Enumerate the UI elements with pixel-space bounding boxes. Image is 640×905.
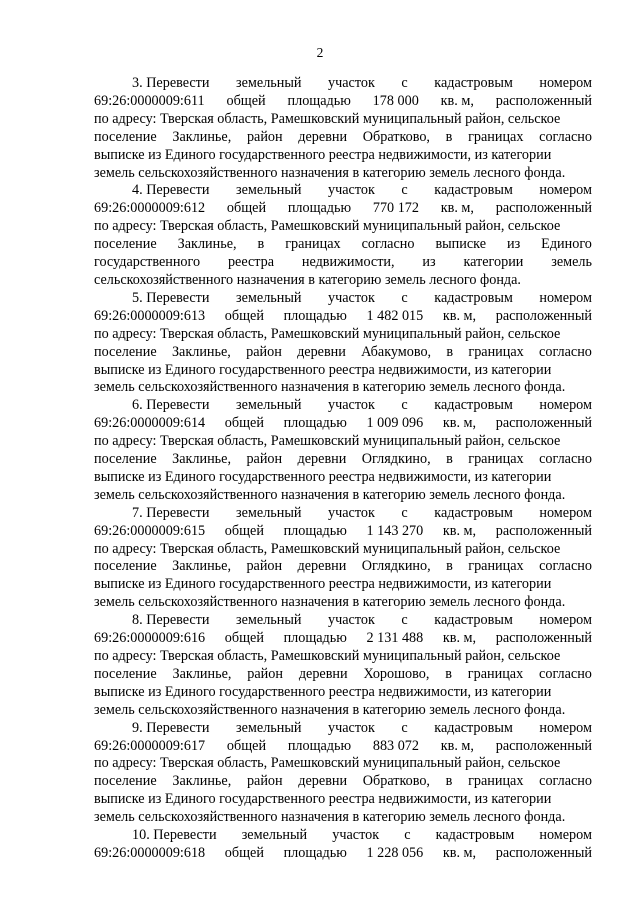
text-line <box>94 344 592 362</box>
text-segment: выписке из Единого государственного реестра недвижимости, из категории <box>94 683 552 700</box>
text-line <box>94 702 592 720</box>
text-segment: участок <box>328 612 375 629</box>
text-segment: общей <box>226 737 267 754</box>
text-segment: с <box>401 289 408 306</box>
text-segment: кадастровым <box>434 719 513 736</box>
text-segment: с <box>404 827 411 844</box>
decision-paragraph <box>94 612 592 719</box>
text-segment: общей <box>226 92 266 109</box>
text-line <box>94 684 592 702</box>
text-segment: согласно <box>539 665 592 682</box>
text-segment: кв. м, <box>442 630 477 647</box>
text-line <box>94 165 592 183</box>
text-line <box>94 809 592 827</box>
text-segment: деревни <box>298 773 348 790</box>
text-line <box>94 254 592 272</box>
text-segment: 770 172 <box>372 200 419 217</box>
text-line <box>94 505 592 523</box>
text-segment: общей <box>224 307 264 324</box>
text-segment: участок <box>328 397 375 414</box>
text-segment: земель сельскохозяйственного назначения в категорию земель лесного фонда. <box>94 379 566 396</box>
text-segment: 69:26:0000009:612 <box>94 200 206 217</box>
text-segment: в <box>257 236 265 253</box>
text-line <box>94 147 592 165</box>
text-segment: район <box>247 665 283 682</box>
text-segment: Обратково, <box>362 128 430 145</box>
text-segment: номером <box>539 827 592 844</box>
text-line <box>94 326 592 344</box>
decision-paragraph <box>94 182 592 289</box>
text-segment: земель сельскохозяйственного назначения в категорию земель лесного фонда. <box>94 594 566 611</box>
text-segment: выписке из Единого государственного реестра недвижимости, из категории <box>94 468 552 485</box>
text-segment: земель сельскохозяйственного назначения в категорию земель лесного фонда. <box>94 486 566 503</box>
text-segment: 69:26:0000009:611 <box>94 92 205 109</box>
text-segment: кв. м, <box>442 415 477 432</box>
text-segment: 883 072 <box>372 737 419 754</box>
text-line <box>94 397 592 415</box>
text-segment: участок <box>328 719 375 736</box>
text-segment: земельный <box>236 182 302 199</box>
text-segment: кадастровым <box>434 182 513 199</box>
text-segment: Хорошово, <box>363 665 430 682</box>
text-segment: площадью <box>283 844 347 861</box>
text-segment: сельскохозяйственного назначения в категорию земель лесного фонда. <box>94 271 521 288</box>
text-line <box>94 773 592 791</box>
text-segment: земель сельскохозяйственного назначения в категорию земель лесного фонда. <box>94 701 566 718</box>
text-segment: реестра <box>227 254 275 271</box>
text-segment: земельный <box>236 397 302 414</box>
text-segment: кадастровым <box>434 75 513 91</box>
text-segment: Заклинье, <box>172 773 232 790</box>
text-segment: земель сельскохозяйственного назначения в категорию земель лесного фонда. <box>94 809 566 826</box>
text-segment: выписке из Единого государственного реестра недвижимости, из категории <box>94 361 552 378</box>
text-segment: границах <box>467 665 524 682</box>
text-segment: по адресу: Тверская область, Рамешковский муниципальный район, сельское <box>94 325 561 342</box>
text-line <box>94 720 592 738</box>
decision-paragraph <box>94 397 592 504</box>
text-segment: 8. Перевести <box>132 612 210 629</box>
text-segment: площадью <box>287 92 351 109</box>
text-segment: участок <box>328 289 375 306</box>
text-segment: 7. Перевести <box>132 504 210 521</box>
text-segment: номером <box>539 182 592 199</box>
text-segment: кв. м, <box>442 522 477 539</box>
text-segment: поселение <box>94 343 157 360</box>
text-line <box>94 541 592 559</box>
text-segment: 1 482 015 <box>366 307 424 324</box>
text-segment: выписке из Единого государственного реестра недвижимости, из категории <box>94 791 552 808</box>
text-segment: земельный <box>241 827 308 844</box>
decision-paragraph <box>94 505 592 612</box>
text-segment: площадью <box>287 200 352 217</box>
text-segment: государственного <box>94 254 201 271</box>
text-segment: согласно <box>539 128 592 145</box>
text-segment: общей <box>224 415 264 432</box>
text-segment: земель <box>551 254 592 271</box>
text-segment: 1 228 056 <box>366 844 424 861</box>
text-line <box>94 827 592 845</box>
text-segment: 6. Перевести <box>132 397 210 414</box>
text-segment: недвижимости, <box>301 254 395 271</box>
text-segment: 3. Перевести <box>132 75 210 91</box>
text-segment: Единого <box>541 236 592 253</box>
text-segment: деревни <box>298 128 348 145</box>
text-segment: земельный <box>236 612 302 629</box>
text-line <box>94 433 592 451</box>
text-line <box>94 576 592 594</box>
text-segment: расположенный <box>495 737 592 754</box>
text-line <box>94 558 592 576</box>
text-segment: 69:26:0000009:617 <box>94 737 206 754</box>
text-segment: район <box>246 451 283 468</box>
text-segment: с <box>401 504 408 521</box>
text-segment: номером <box>539 719 592 736</box>
text-segment: Оглядкино, <box>361 451 431 468</box>
text-segment: поселение <box>94 665 157 682</box>
text-segment: общей <box>224 522 264 539</box>
text-segment: земельный <box>236 289 302 306</box>
text-line <box>94 111 592 129</box>
text-line <box>94 272 592 290</box>
text-segment: Оглядкино, <box>361 558 431 575</box>
text-segment: расположенный <box>495 200 592 217</box>
text-segment: Заклинье, <box>171 343 231 360</box>
text-line <box>94 308 592 326</box>
decision-paragraph <box>94 827 592 863</box>
text-line <box>94 93 592 111</box>
text-segment: 69:26:0000009:618 <box>94 844 206 861</box>
text-segment: кадастровым <box>434 612 513 629</box>
text-segment: по адресу: Тверская область, Рамешковский муниципальный район, сельское <box>94 755 561 772</box>
text-segment: Обратково, <box>362 773 430 790</box>
text-segment: кадастровым <box>435 827 515 844</box>
text-line <box>94 666 592 684</box>
text-segment: кадастровым <box>434 289 513 306</box>
text-segment: деревни <box>297 343 346 360</box>
text-line <box>94 415 592 433</box>
text-line <box>94 218 592 236</box>
text-segment: номером <box>539 289 592 306</box>
text-line <box>94 487 592 505</box>
text-segment: поселение <box>94 128 157 145</box>
text-segment: 69:26:0000009:616 <box>94 630 206 647</box>
text-line <box>94 648 592 666</box>
text-line <box>94 630 592 648</box>
text-segment: 69:26:0000009:613 <box>94 307 206 324</box>
text-segment: земельный <box>236 719 302 736</box>
text-segment: кадастровым <box>434 397 513 414</box>
text-segment: 178 000 <box>372 92 419 109</box>
text-line <box>94 738 592 756</box>
text-segment: 10. Перевести <box>132 827 217 844</box>
text-segment: с <box>401 719 408 736</box>
text-segment: по адресу: Тверская область, Рамешковский муниципальный район, сельское <box>94 540 561 557</box>
text-segment: номером <box>539 504 592 521</box>
text-segment: границах <box>468 451 524 468</box>
text-segment: площадью <box>287 737 352 754</box>
text-line <box>94 523 592 541</box>
text-line <box>94 236 592 254</box>
text-segment: границах <box>468 343 524 360</box>
text-segment: 1 009 096 <box>366 415 424 432</box>
text-segment: по адресу: Тверская область, Рамешковский муниципальный район, сельское <box>94 648 561 664</box>
text-segment: по адресу: Тверская область, Рамешковский муниципальный район, сельское <box>94 218 561 235</box>
text-segment: расположенный <box>495 415 592 432</box>
text-segment: участок <box>332 827 380 844</box>
text-segment: расположенный <box>495 307 592 324</box>
text-segment: согласно <box>539 773 592 790</box>
text-segment: согласно <box>539 451 592 468</box>
text-segment: земель сельскохозяйственного назначения в категорию земель лесного фонда. <box>94 164 566 181</box>
text-segment: расположенный <box>495 92 592 109</box>
text-segment: кв. м, <box>442 844 477 861</box>
text-line <box>94 75 592 93</box>
text-segment: выписке <box>435 236 486 253</box>
text-segment: деревни <box>297 558 347 575</box>
text-segment: площадью <box>283 307 347 324</box>
text-segment: общей <box>224 844 264 861</box>
text-segment: 4. Перевести <box>132 182 210 199</box>
text-segment: номером <box>539 397 592 414</box>
text-segment: кв. м, <box>440 200 474 217</box>
text-segment: площадью <box>283 630 347 647</box>
text-segment: по адресу: Тверская область, Рамешковский муниципальный район, сельское <box>94 110 561 127</box>
text-segment: номером <box>539 612 592 629</box>
text-segment: Абакумово, <box>361 343 432 360</box>
text-line <box>94 200 592 218</box>
text-segment: границах <box>468 128 524 145</box>
text-segment: 69:26:0000009:615 <box>94 522 206 539</box>
text-line <box>94 755 592 773</box>
text-line <box>94 845 592 863</box>
text-segment: площадью <box>283 415 347 432</box>
text-segment: в <box>445 665 452 682</box>
text-segment: земельный <box>236 504 302 521</box>
text-line <box>94 612 592 630</box>
text-segment: согласно <box>361 236 415 253</box>
text-segment: Заклинье, <box>172 451 231 468</box>
text-line <box>94 451 592 469</box>
text-segment: с <box>401 397 408 414</box>
text-segment: с <box>401 182 408 199</box>
text-segment: расположенный <box>495 844 592 861</box>
page-number: 2 <box>316 45 324 60</box>
text-segment: в <box>446 343 454 360</box>
text-segment: границах <box>468 558 524 575</box>
text-line <box>94 594 592 612</box>
text-segment: участок <box>328 75 375 91</box>
text-line <box>94 791 592 809</box>
text-line <box>94 362 592 380</box>
decision-paragraph <box>94 290 592 397</box>
text-segment: поселение <box>94 773 157 790</box>
text-segment: 69:26:0000009:614 <box>94 415 206 432</box>
text-segment: район <box>246 128 283 145</box>
text-segment: район <box>246 773 283 790</box>
text-segment: в <box>446 558 453 575</box>
text-segment: согласно <box>539 343 592 360</box>
text-segment: деревни <box>297 451 347 468</box>
text-segment: кадастровым <box>434 504 513 521</box>
text-segment: выписке из Единого государственного реестра недвижимости, из категории <box>94 146 552 163</box>
text-segment: деревни <box>298 665 348 682</box>
text-segment: площадью <box>283 522 347 539</box>
text-segment: общей <box>224 630 264 647</box>
text-segment: 1 143 270 <box>366 522 424 539</box>
text-segment: расположенный <box>495 630 592 647</box>
text-segment: в <box>446 451 453 468</box>
text-line <box>94 182 592 200</box>
document-body <box>94 75 592 863</box>
text-segment: район <box>246 343 282 360</box>
text-segment: Заклинье, <box>172 558 231 575</box>
text-segment: расположенный <box>495 522 592 539</box>
text-segment: с <box>401 612 408 629</box>
text-segment: Заклинье, <box>177 236 237 253</box>
text-segment: поселение <box>94 451 157 468</box>
decision-paragraph <box>94 75 592 182</box>
text-segment: в <box>445 773 453 790</box>
text-segment: границах <box>285 236 341 253</box>
text-segment: границах <box>468 773 524 790</box>
text-segment: по адресу: Тверская область, Рамешковский муниципальный район, сельское <box>94 433 561 450</box>
text-segment: поселение <box>94 558 157 575</box>
text-segment: номером <box>539 75 592 91</box>
text-segment: кв. м, <box>440 92 474 109</box>
text-segment: из <box>422 254 436 271</box>
text-segment: кв. м, <box>440 737 474 754</box>
text-segment: земельный <box>236 75 302 91</box>
text-line <box>94 290 592 308</box>
text-segment: в <box>445 128 453 145</box>
text-segment: район <box>246 558 283 575</box>
text-segment: Заклинье, <box>172 128 232 145</box>
text-segment: Заклинье, <box>172 665 232 682</box>
text-segment: выписке из Единого государственного реестра недвижимости, из категории <box>94 576 552 593</box>
text-segment: кв. м, <box>442 307 477 324</box>
text-segment: категории <box>463 254 524 271</box>
text-segment: 5. Перевести <box>132 289 210 306</box>
text-segment: общей <box>226 200 267 217</box>
text-line <box>94 129 592 147</box>
text-segment: согласно <box>539 558 592 575</box>
text-segment: с <box>401 75 408 91</box>
text-segment: из <box>506 236 521 253</box>
text-segment: поселение <box>94 236 157 253</box>
text-segment: 9. Перевести <box>132 719 210 736</box>
text-segment: участок <box>328 182 375 199</box>
text-line <box>94 469 592 487</box>
text-line <box>94 379 592 397</box>
text-segment: 2 131 488 <box>366 630 424 647</box>
text-segment: участок <box>328 504 375 521</box>
decision-paragraph <box>94 720 592 827</box>
